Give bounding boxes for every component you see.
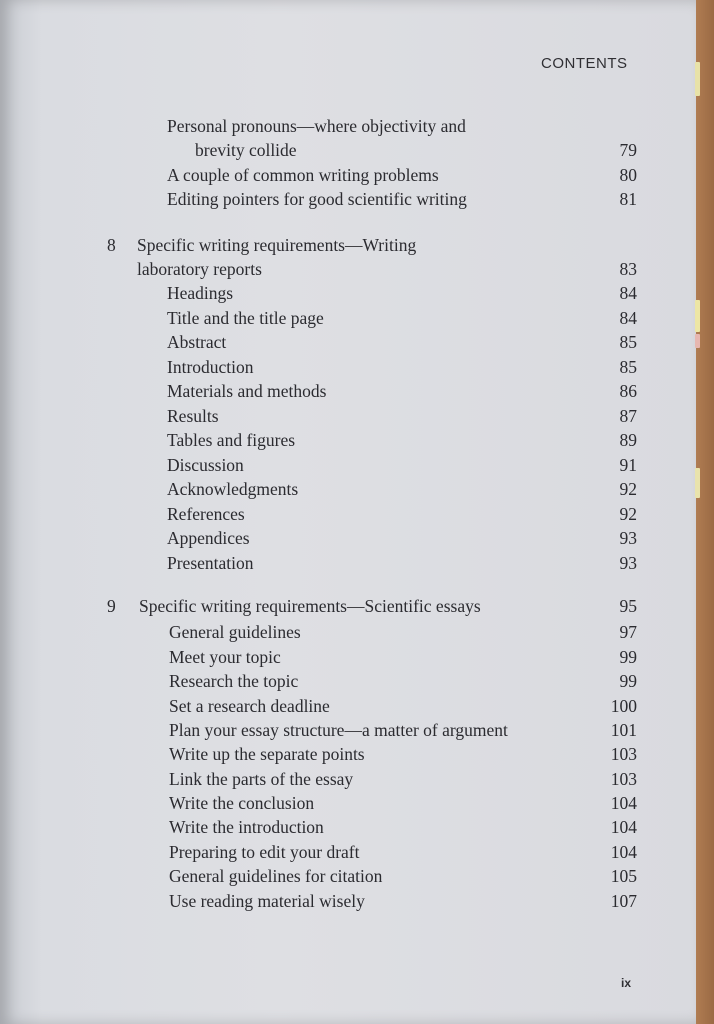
toc-page-number: 100 [610,696,637,716]
toc-entry: Appendices [167,528,250,548]
toc-page-number: 81 [619,189,637,209]
toc-page-number: 99 [619,647,637,667]
page-number: ix [621,976,632,990]
toc-page-number: 101 [610,720,637,740]
toc-page-number: 92 [619,479,637,499]
toc-page-number: 104 [610,793,637,813]
toc-entry: Personal pronouns—where objectivity and [167,116,466,136]
toc-entry: Title and the title page [167,308,324,328]
toc-entry: General guidelines for citation [169,866,383,886]
toc-page-number: 104 [610,842,637,862]
toc-entry: General guidelines [169,622,301,642]
toc-entry: Abstract [167,332,227,352]
toc-page-number: 105 [610,866,637,886]
toc-entry: Introduction [167,357,254,377]
sticky-tab [695,468,700,498]
toc-page-number: 104 [610,817,637,837]
running-header: CONTENTS [541,55,628,72]
toc-entry: Link the parts of the essay [169,769,354,789]
toc-entry: Materials and methods [167,381,327,401]
toc-entry: Meet your topic [169,647,281,667]
page-edge [696,0,714,1024]
toc-page-number: 97 [619,622,637,642]
toc-entry: Tables and figures [167,430,296,450]
chapter-title: Specific writing requirements—Writing [137,235,417,255]
toc-page-number: 107 [610,891,637,911]
toc-entry: Acknowledgments [167,479,299,499]
sticky-tab [695,300,700,332]
toc-entry: brevity collide [195,140,297,160]
toc-entry: References [167,504,245,524]
toc-page-number: 89 [619,430,637,450]
chapter-title: Specific writing requirements—Scientific essays [139,596,481,616]
toc-page-number: 92 [619,504,637,524]
toc-entry: Use reading material wisely [169,891,365,911]
toc-entry: Editing pointers for good scientific writing [167,189,467,209]
toc-page-number: 93 [619,553,637,573]
toc-entry: Preparing to edit your draft [169,842,360,862]
toc-page-number: 83 [619,259,637,279]
toc-page-number: 99 [619,671,637,691]
toc-page-number: 79 [619,140,637,160]
toc-entry: Presentation [167,553,254,573]
toc-entry: Plan your essay structure—a matter of argument [169,720,508,740]
toc-entry: A couple of common writing problems [167,165,439,185]
toc-page-number: 84 [619,283,637,303]
toc-page-number: 95 [619,596,637,616]
toc-page-number: 85 [619,357,637,377]
toc-entry: laboratory reports [137,259,262,279]
chapter-number: 8 [107,235,116,255]
toc-page-number: 85 [619,332,637,352]
sticky-tab [695,62,700,96]
toc-page-number: 103 [610,744,637,764]
toc-page-number: 84 [619,308,637,328]
toc-entry: Results [167,406,219,426]
toc-entry: Research the topic [169,671,299,691]
toc-entry: Discussion [167,455,244,475]
toc-page-number: 93 [619,528,637,548]
toc-entry: Headings [167,283,234,303]
toc-page-number: 86 [619,381,637,401]
toc-entry: Write the introduction [169,817,324,837]
toc-page-number: 103 [610,769,637,789]
toc-entry: Write the conclusion [169,793,315,813]
chapter-number: 9 [107,596,116,616]
toc-page-number: 91 [619,455,637,475]
toc-page-number: 80 [619,165,637,185]
sticky-tab [695,334,700,348]
toc-entry: Write up the separate points [169,744,365,764]
toc-entry: Set a research deadline [169,696,330,716]
toc-page-number: 87 [619,406,637,426]
